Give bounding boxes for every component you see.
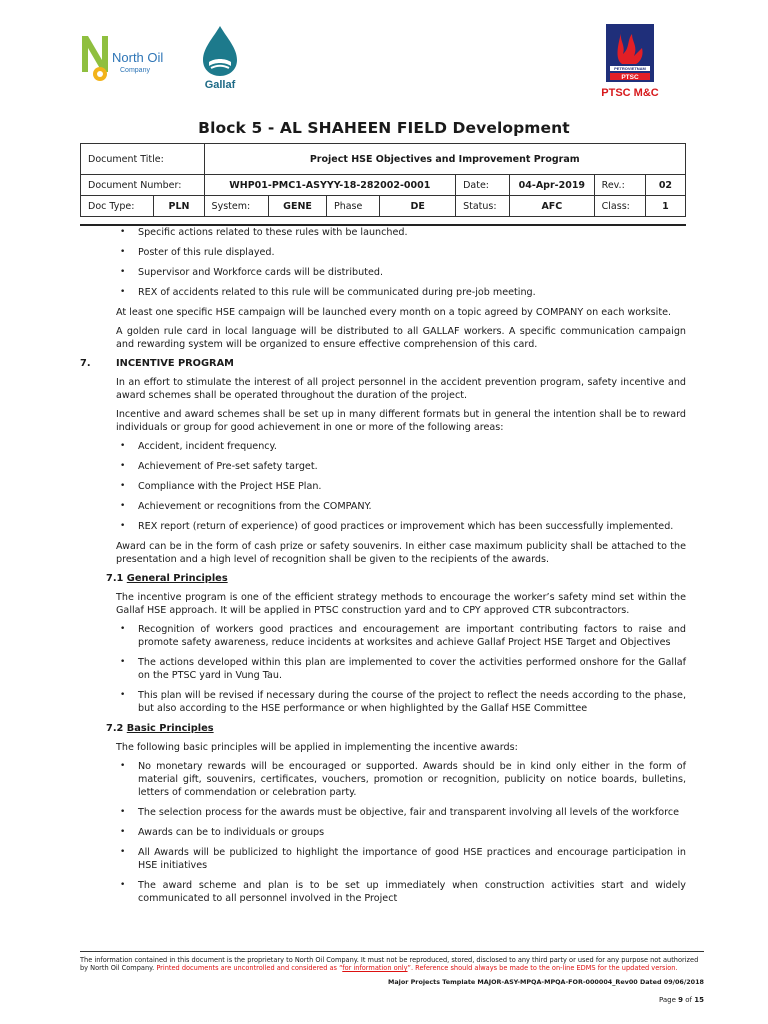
- rev-label: Rev.:: [594, 175, 645, 196]
- list-item: • REX report (return of experience) of good practices or improvement which has been successfully implemented.: [138, 520, 686, 533]
- phase-value: DE: [380, 196, 456, 217]
- list-item: • Compliance with the Project HSE Plan.: [138, 480, 686, 493]
- page-current: 9: [678, 996, 684, 1004]
- north-oil-name: North Oil: [112, 50, 164, 65]
- footer-info-only-text: for information only: [342, 964, 408, 973]
- doc-type-value: PLN: [154, 196, 204, 217]
- footer-uncontrolled-text-a: Printed documents are uncontrolled and considered as “: [156, 964, 343, 973]
- ptsc-seal-top: PETROVIETNAM: [614, 66, 646, 72]
- list-item: • The actions developed within this plan are implemented to cover the activities performed onshore for the Gallaf on the PTSC yard in Vung Tau.: [138, 656, 686, 682]
- footer-uncontrolled-text-b: ”. Reference should always be made to the on-line EDMS for the updated version.: [407, 964, 678, 973]
- list-item: • Poster of this rule displayed.: [138, 246, 686, 259]
- section-7-1-number: 7.1: [106, 573, 124, 584]
- list-item: • Awards can be to individuals or groups: [138, 826, 686, 839]
- paragraph-campaign: At least one specific HSE campaign will be launched every month on a topic agreed by COMPANY on each worksite.: [116, 307, 672, 318]
- ptsc-caption: PTSC M&C: [601, 87, 659, 99]
- section-7-1-title: General Principles: [126, 573, 228, 584]
- page-label: Page: [658, 996, 676, 1004]
- footer-divider: [80, 951, 704, 952]
- doc-number-label: Document Number:: [81, 175, 205, 196]
- system-value: GENE: [269, 196, 327, 217]
- ptsc-logo: [596, 24, 664, 100]
- section-7-heading: [80, 357, 686, 370]
- phase-label: Phase: [326, 196, 379, 217]
- section-7-2-paragraph: The following basic principles will be applied in implementing the incentive awards:: [116, 742, 518, 753]
- paragraph-golden-rule: A golden rule card in local language will be distributed to all GALLAF workers. A specific communication campaign and rewarding system will be organized to ensure effective comprehension of this card.: [116, 326, 686, 350]
- list-item: • Recognition of workers good practices and encouragement are important contributing factors to raise and promote safety awareness, reduce incidents at worksites and achieve Gallaf Project HSE Target and Objectives: [138, 623, 686, 649]
- list-item: • The selection process for the awards must be objective, fair and transparent involving all levels of the workforce: [138, 806, 686, 819]
- list-item: • The award scheme and plan is to be set up immediately when construction activities start and widely communicated to all personnel involved in the Project: [138, 879, 686, 905]
- list-item: • Achievement or recognitions from the COMPANY.: [138, 500, 686, 513]
- doc-title-label: Document Title:: [81, 144, 205, 175]
- list-item: • Achievement of Pre-set safety target.: [138, 460, 686, 473]
- info-row-type: [81, 196, 686, 217]
- document-body: [80, 226, 686, 912]
- list-item: • No monetary rewards will be encouraged or supported. Awards should be in kind only either in the form of material gift, souvenirs, certificates, vouchers, promotion or recognition, publicity on notice boards, bulletins, letters of commendation or celebration party.: [138, 760, 686, 799]
- status-label: Status:: [456, 196, 510, 217]
- north-oil-logo: [76, 30, 176, 85]
- section-7-2-number: 7.2: [106, 723, 124, 734]
- doc-number-value: WHP01-PMC1-ASYYY-18-282002-0001: [204, 175, 456, 196]
- section-7-1-paragraph: The incentive program is one of the efficient strategy methods to encourage the worker’s safety mind set within the Gallaf HSE approach. It will be applied in PTSC construction yard and to CPY approved CTR subcontractors.: [116, 592, 686, 616]
- class-label: Class:: [594, 196, 645, 217]
- section-7-paragraph-2: Incentive and award schemes shall be set up in many different formats but in general the intention shall be to reward individuals or group for good achievement in one or more of the following areas:: [116, 409, 686, 433]
- document-main-title: Block 5 - AL SHAHEEN FIELD Development: [198, 119, 570, 137]
- page-of: of: [685, 996, 693, 1004]
- section-7-2-heading: [106, 722, 686, 735]
- list-item: • Specific actions related to these rules with be launched.: [138, 226, 686, 239]
- doc-title-value: Project HSE Objectives and Improvement Program: [204, 144, 685, 175]
- rev-value: 02: [645, 175, 685, 196]
- top-bullet-list: [80, 226, 686, 299]
- list-item: • All Awards will be publicized to highlight the importance of good HSE practices and encourage participation in HSE initiatives: [138, 846, 686, 872]
- class-value: 1: [645, 196, 685, 217]
- list-item: • This plan will be revised if necessary during the course of the project to reflect the needs according to the phase, but also according to the HSE performance or when highlighted by the Gallaf HSE Committee: [138, 689, 686, 715]
- date-label: Date:: [456, 175, 510, 196]
- section-7-2-title: Basic Principles: [126, 723, 214, 734]
- footer-disclaimer: [80, 956, 704, 973]
- list-item: • Supervisor and Workforce cards will be distributed.: [138, 266, 686, 279]
- gallaf-logo: [191, 24, 249, 90]
- info-row-number: [81, 175, 686, 196]
- section-7-number: 7.: [80, 358, 91, 369]
- gallaf-name: Gallaf: [204, 79, 236, 90]
- footer-template-reference: Major Projects Template MAJOR-ASY-MPQA-MPQA-FOR-000004_Rev00 Dated 09/06/2018: [387, 978, 704, 986]
- date-value: 04-Apr-2019: [510, 175, 595, 196]
- section-7-title: INCENTIVE PROGRAM: [116, 358, 234, 369]
- section-7-1-bullet-list: [80, 623, 686, 715]
- section-7-paragraph-3: Award can be in the form of cash prize or safety souvenirs. In either case maximum publicity shall be attached to the presentation and a high level of recognition shall be given to the recipients of the awards.: [116, 541, 686, 565]
- page-total: 15: [694, 996, 704, 1004]
- document-info-table: [80, 143, 686, 217]
- section-7-2-bullet-list: [80, 760, 686, 905]
- system-label: System:: [204, 196, 269, 217]
- page-number: [659, 996, 704, 1004]
- ptsc-seal-bottom: PTSC: [621, 74, 639, 81]
- section-7-paragraph-1: In an effort to stimulate the interest of all project personnel in the accident prevention program, safety incentive and award schemes shall be operated throughout the duration of the project.: [116, 377, 686, 401]
- footer-proprietary-text: The information contained in this document is the proprietary to North Oil Company. It must not be reproduced, stored, disclosed to any third party or used for any purpose not authorized by North Oil Company.: [80, 956, 699, 973]
- status-value: AFC: [510, 196, 595, 217]
- list-item: • REX of accidents related to this rule will be communicated during pre-job meeting.: [138, 286, 686, 299]
- doc-type-label: Doc Type:: [81, 196, 154, 217]
- north-oil-sub: Company: [120, 67, 150, 74]
- list-item: • Accident, incident frequency.: [138, 440, 686, 453]
- section-7-1-heading: [106, 572, 686, 585]
- section-7-bullet-list: [80, 440, 686, 533]
- info-row-title: [81, 144, 686, 175]
